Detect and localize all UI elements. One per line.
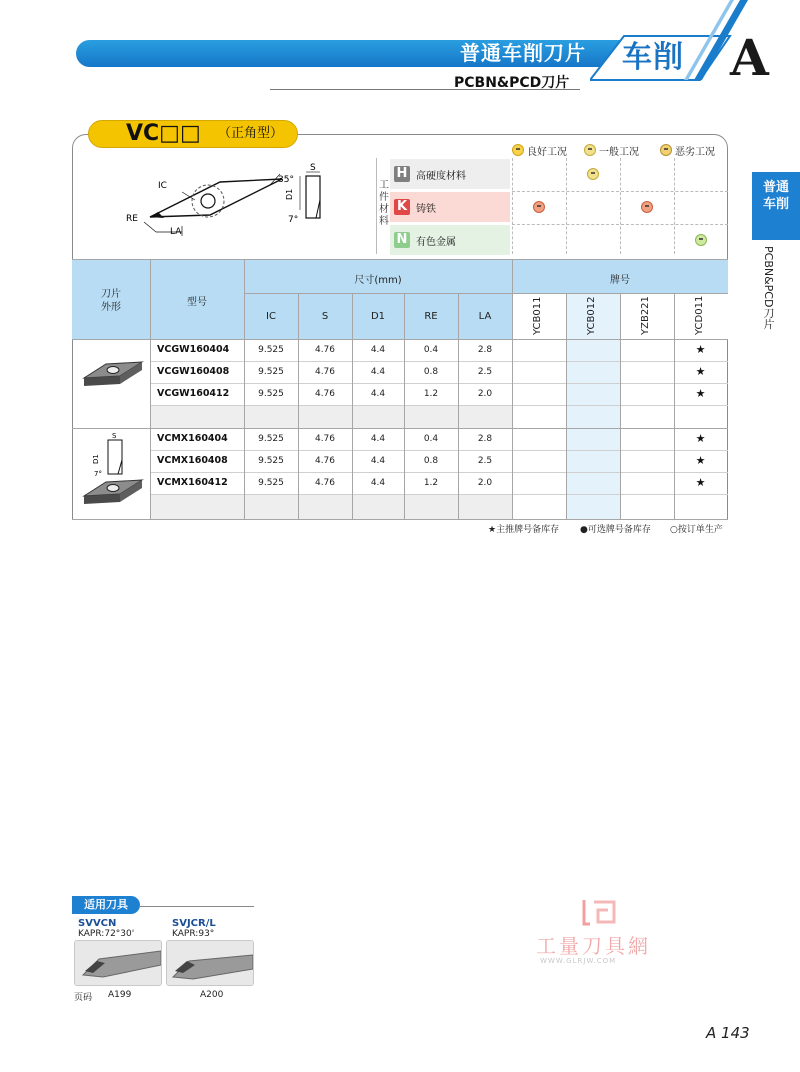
cell-re: 0.4	[423, 345, 439, 355]
table-row-model: VCMX160404	[157, 433, 228, 444]
header-shape: 刀片 外形	[101, 289, 121, 313]
cell-s: 4.76	[314, 367, 336, 377]
cell-ic: 9.525	[258, 456, 284, 466]
material-name: 有色金属	[416, 236, 456, 248]
stock-star-icon: ★	[695, 387, 706, 400]
label-ic: IC	[158, 181, 167, 191]
cell-ic: 9.525	[258, 389, 284, 399]
table-line	[72, 259, 728, 260]
material-row-h	[390, 159, 510, 189]
svg-text:D1: D1	[92, 454, 100, 464]
section-tab[interactable]: 车削	[622, 40, 684, 75]
material-row-n	[390, 225, 510, 255]
cell-re: 0.8	[423, 456, 439, 466]
neutral-face-icon	[587, 168, 599, 180]
header-grade-ycb011: YCB011	[532, 296, 543, 335]
insert-image-vcgw	[80, 358, 146, 390]
label-angle35: 35°	[278, 175, 294, 185]
cell-s: 4.76	[314, 389, 336, 399]
cell-d1: 4.4	[370, 345, 386, 355]
condition-cell	[566, 159, 620, 189]
material-name: 铸铁	[416, 203, 436, 215]
material-group-label: 工 件 材 料	[379, 180, 389, 227]
good-face-icon	[512, 144, 524, 156]
tool-name[interactable]: SVVCN	[78, 918, 117, 929]
cell-la: 2.0	[477, 389, 493, 399]
page-ref-label: 页码	[74, 993, 93, 1003]
material-name: 高硬度材料	[416, 170, 466, 182]
material-n-icon: N	[394, 232, 410, 248]
cell-la: 2.8	[477, 434, 493, 444]
header-grade-yzb221: YZB221	[640, 296, 651, 335]
legend-mid	[584, 143, 639, 157]
cell-d1: 4.4	[370, 367, 386, 377]
table-line	[150, 259, 151, 520]
table-row-model: VCMX160408	[157, 455, 228, 466]
sad-face-icon	[660, 144, 672, 156]
cell-s: 4.76	[314, 478, 336, 488]
series-shape: （正角型）	[218, 126, 284, 141]
cell-re: 0.8	[423, 367, 439, 377]
stock-star-icon: ★	[695, 365, 706, 378]
stock-star-icon: ★	[695, 476, 706, 489]
table-row-model: VCGW160404	[157, 344, 230, 355]
grid-divider	[512, 191, 728, 192]
insert-image-vcmx	[80, 430, 146, 512]
series-code: VC□□	[126, 121, 201, 146]
header-dimensions: 尺寸(mm)	[354, 275, 402, 286]
tool-image-svjcr[interactable]	[166, 940, 254, 986]
page-number: A 143	[706, 1024, 750, 1042]
sad-face-icon	[533, 201, 545, 213]
cell-re: 0.4	[423, 434, 439, 444]
cell-la: 2.5	[477, 367, 493, 377]
label-s: S	[310, 163, 316, 173]
material-row-k	[390, 192, 510, 222]
tools-divider	[140, 906, 254, 907]
material-grid-border	[376, 158, 377, 254]
sad-face-icon	[641, 201, 653, 213]
cell-la: 2.5	[477, 456, 493, 466]
header-ic: IC	[266, 311, 276, 322]
side-subtitle: PCBN&PCD刀片	[762, 246, 775, 330]
grid-divider	[512, 158, 513, 254]
side-tab[interactable]	[752, 172, 800, 240]
cell-ic: 9.525	[258, 434, 284, 444]
cell-ic: 9.525	[258, 367, 284, 377]
header-grade-ycb012: YCB012	[586, 296, 597, 335]
cell-s: 4.76	[314, 345, 336, 355]
label-d1: D1	[285, 188, 294, 200]
watermark-url: WWW.GLRJW.COM	[540, 957, 617, 965]
legend-label: 良好工况	[527, 146, 567, 158]
tool-kapr: KAPR:93°	[172, 929, 215, 939]
footnote-made-to-order: ○按订单生产	[670, 525, 723, 535]
cell-re: 1.2	[423, 389, 439, 399]
cell-s: 4.76	[314, 456, 336, 466]
insert-side-view	[300, 172, 320, 218]
condition-cell	[674, 225, 728, 255]
grid-divider	[674, 158, 675, 254]
tools-title: 适用刀具	[72, 896, 140, 914]
legend-label: 恶劣工况	[675, 146, 715, 158]
cell-ic: 9.525	[258, 478, 284, 488]
table-line	[620, 293, 621, 520]
page-subtitle: PCBN&PCD刀片	[454, 75, 570, 91]
cell-la: 2.0	[477, 478, 493, 488]
legend-bad	[660, 143, 715, 157]
grid-divider	[566, 158, 567, 254]
cell-d1: 4.4	[370, 389, 386, 399]
label-angle7: 7°	[288, 215, 299, 225]
tool-name[interactable]: SVJCR/L	[172, 918, 216, 929]
neutral-face-icon	[584, 144, 596, 156]
table-line	[72, 519, 728, 520]
condition-cell	[512, 192, 566, 222]
good-face-icon	[695, 234, 707, 246]
watermark-logo	[580, 898, 620, 928]
table-row-model: VCMX160412	[157, 477, 228, 488]
header-grade-ycd011: YCD011	[694, 295, 705, 335]
header-re: RE	[424, 311, 438, 322]
watermark-text: 工量刀具網	[536, 934, 651, 958]
cell-re: 1.2	[423, 478, 439, 488]
table-row-model: VCGW160412	[157, 388, 230, 399]
label-la: LA	[170, 227, 182, 237]
condition-cell	[620, 192, 674, 222]
material-k-icon: K	[394, 199, 410, 215]
tool-image-svvcn[interactable]	[74, 940, 162, 986]
tool-page-ref[interactable]: A200	[200, 990, 224, 1000]
material-h-icon: H	[394, 166, 410, 182]
table-line	[566, 293, 567, 520]
header-grades: 牌号	[610, 275, 630, 286]
header-d1: D1	[370, 311, 386, 322]
cell-d1: 4.4	[370, 478, 386, 488]
stock-star-icon: ★	[695, 454, 706, 467]
footnote-main-stock: ★主推牌号备库存	[488, 525, 560, 535]
stock-star-icon: ★	[695, 343, 706, 356]
legend-good	[512, 143, 567, 157]
tool-page-ref[interactable]: A199	[108, 990, 132, 1000]
tool-kapr: KAPR:72°30'	[78, 929, 135, 939]
cell-la: 2.8	[477, 345, 493, 355]
cell-ic: 9.525	[258, 345, 284, 355]
svg-text:7°: 7°	[94, 470, 102, 478]
table-line	[512, 259, 513, 520]
side-tab-line1: 普通	[762, 180, 789, 195]
page-title: 普通车削刀片	[460, 41, 586, 65]
table-line	[244, 293, 728, 294]
footnote-optional-stock: ●可选牌号备库存	[580, 525, 651, 535]
side-tab-line2: 车削	[762, 197, 789, 212]
grid-divider	[620, 158, 621, 254]
grid-divider	[512, 224, 728, 225]
cell-d1: 4.4	[370, 456, 386, 466]
stock-star-icon: ★	[695, 432, 706, 445]
label-re: RE	[126, 214, 138, 224]
header-model: 型号	[187, 297, 207, 308]
table-row-model: VCGW160408	[157, 366, 230, 377]
cell-d1: 4.4	[370, 434, 386, 444]
svg-text:S: S	[112, 432, 117, 440]
header-s: S	[321, 311, 329, 322]
cell-s: 4.76	[314, 434, 336, 444]
section-letter: A	[730, 28, 769, 87]
insert-diagram	[120, 160, 340, 250]
header-la: LA	[478, 311, 492, 322]
legend-label: 一般工况	[599, 146, 639, 158]
